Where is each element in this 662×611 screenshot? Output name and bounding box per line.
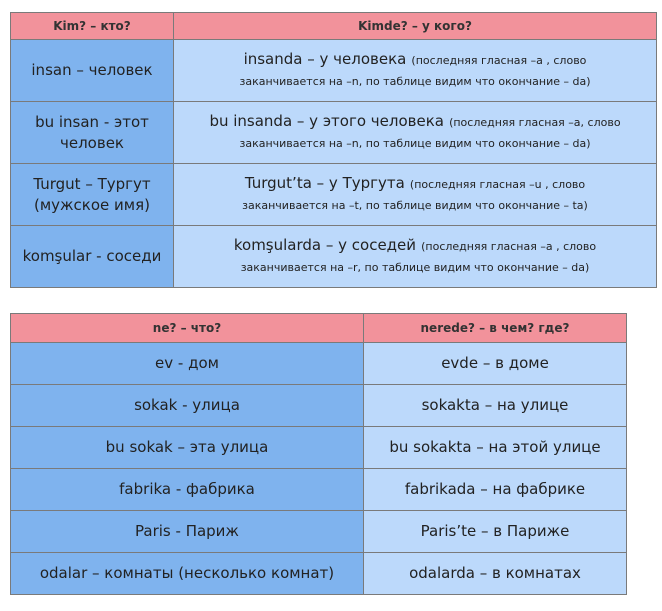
form-note: заканчивается на –t, по таблице видим что окончание – ta) [242, 199, 588, 212]
word-cell: sokak - улица [11, 385, 364, 427]
table-row [11, 102, 657, 164]
word-cell: odalar – комнаты (несколько комнат) [11, 553, 364, 595]
form-text: Turgut’ta – у Тургута [244, 174, 405, 192]
table-header-row [11, 314, 627, 343]
word-cell: fabrika - фабрика [11, 469, 364, 511]
word-cell: bu insan - этот человек [11, 102, 174, 164]
form-note: заканчивается на –r, по таблице видим что окончание – da) [240, 261, 590, 274]
column-header-ne: ne? – что? [11, 314, 364, 343]
form-text: insanda – у человека [243, 50, 407, 68]
column-header-nerede: nerede? – в чем? где? [364, 314, 627, 343]
word-cell: ev - дом [11, 343, 364, 385]
form-cell [174, 102, 657, 164]
table-row [11, 40, 657, 102]
form-note: (последняя гласная –a, слово [449, 116, 621, 129]
form-cell [174, 164, 657, 226]
table-row [11, 553, 627, 595]
form-note: заканчивается на –n, по таблице видим что окончание – da) [239, 137, 591, 150]
table-row [11, 226, 657, 288]
word-cell: Paris - Париж [11, 511, 364, 553]
form-note: заканчивается на –n, по таблице видим что окончание – da) [239, 75, 591, 88]
form-cell: bu sokakta – на этой улице [364, 427, 627, 469]
form-text: bu insanda – у этого человека [209, 112, 444, 130]
table-row [11, 164, 657, 226]
table-row [11, 427, 627, 469]
word-cell: bu sokak – эта улица [11, 427, 364, 469]
column-header-kim: Kim? – кто? [11, 13, 174, 40]
table-row [11, 385, 627, 427]
form-cell: sokakta – на улице [364, 385, 627, 427]
table-row [11, 469, 627, 511]
form-note: (последняя гласная –a , слово [421, 240, 597, 253]
form-note: (последняя гласная –a , слово [411, 54, 587, 67]
form-cell: evde – в доме [364, 343, 627, 385]
form-cell [174, 40, 657, 102]
table-row [11, 343, 627, 385]
table-header-row [11, 13, 657, 40]
column-header-kimde: Kimde? – у кого? [174, 13, 657, 40]
form-note: (последняя гласная –u , слово [409, 178, 586, 191]
form-cell: fabrikada – на фабрике [364, 469, 627, 511]
form-cell [174, 226, 657, 288]
locative-table-places [10, 313, 627, 595]
word-cell: insan – человек [11, 40, 174, 102]
locative-table-persons [10, 12, 657, 288]
form-text: komşularda – у соседей [233, 236, 417, 254]
word-cell: Turgut – Тургут (мужское имя) [11, 164, 174, 226]
form-cell: odalarda – в комнатах [364, 553, 627, 595]
table-row [11, 511, 627, 553]
word-cell: komşular - соседи [11, 226, 174, 288]
form-cell: Paris’te – в Париже [364, 511, 627, 553]
